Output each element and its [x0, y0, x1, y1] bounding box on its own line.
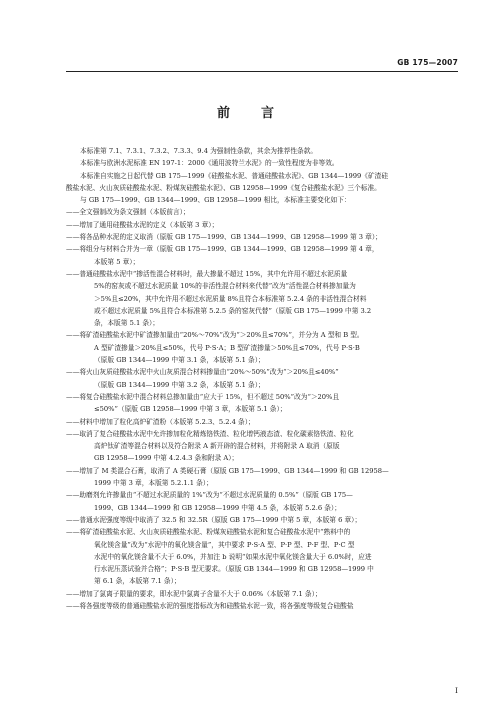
list-item-continuation: 水泥中的氧化镁含量不大于 6.0%，并加注 b 说明“如果水泥中氧化镁含量大于 6.0%时，应进	[94, 552, 372, 561]
list-item-continuation: 高炉钛矿渣等混合材料以及符合附录 A 新开辟的混合材料，并将附录 A 取消（原版	[94, 442, 340, 451]
list-item: ——取消了复合硅酸盐水泥中允许掺加粒化精炼铬铁渣、粒化增钙液态渣、粒化碳素铬铁渣、粒化	[66, 429, 354, 438]
list-item: ——将矿渣硅酸盐水泥中矿渣掺加量由“20%～70%”改为“＞20%且≤70%”，并分为 A 型和 B 型。	[66, 331, 364, 340]
list-item-continuation: ≤50%”（原版 GB 12958—1999 中第 3 章，本版第 5.1 条）；	[94, 405, 287, 414]
list-item-continuation: GB 12958—1999 中第 4.2.4.3 条和附录 A）；	[94, 454, 239, 463]
list-item: ——全文强制改为条文强制（本版前言）；	[66, 208, 190, 217]
list-item: ——将各品种水泥的定义取消（原版 GB 175—1999、GB 1344—1999、GB 12958—1999 第 3 章）；	[66, 233, 382, 242]
list-item-continuation: ＞5%且≤20%，其中允许用不超过水泥质量 8%且符合本标准第 5.2.4 条的非活性混合材料	[94, 294, 367, 303]
list-item: ——将矿渣硅酸盐水泥、火山灰质硅酸盐水泥、粉煤灰硅酸盐水泥和复合硅酸盐水泥中“熟料中的	[66, 528, 351, 537]
list-item: ——增加了通用硅酸盐水泥的定义（本版第 3 章）；	[66, 220, 219, 229]
list-item-continuation: 第 6.1 条，本版第 7.1 条）；	[94, 577, 181, 586]
list-item-continuation: A 型矿渣掺量＞20%且≤50%，代号 P·S·A；B 型矿渣掺量＞50%且≤70%，代号 P·S·B	[94, 343, 360, 352]
list-item: ——普通水泥强度等级中取消了 32.5 和 32.5R（原版 GB 175—1999 中第 5 章，本版第 6 章）；	[66, 515, 362, 524]
paragraph-line: 酸盐水泥、火山灰质硅酸盐水泥、粉煤灰硅酸盐水泥》、GB 12958—1999《复合硅酸盐水泥》三个标准。	[66, 183, 381, 192]
list-item-continuation: 1999、GB 1344—1999 和 GB 12958—1999 中第 4.5 条，本版第 5.2.6 条）；	[94, 503, 341, 512]
header-rule	[66, 71, 458, 72]
paragraph-line: 与 GB 175—1999、GB 1344—1999、GB 12958—1999 相比，本标准主要变化如下：	[80, 196, 351, 205]
list-item-continuation: 1999 中第 3 章，本版第 5.2.1.1 条）；	[94, 479, 213, 488]
paragraph-line: 本标准与欧洲水泥标准 EN 197-1：2000《通用波特兰水泥》的一致性程度为非等效。	[80, 159, 339, 168]
page-title: 前 言	[216, 106, 283, 121]
page-number: I	[455, 686, 458, 695]
paragraph-line: 本标准自实施之日起代替 GB 175—1999《硅酸盐水泥、普通硅酸盐水泥》、GB 1344—1999《矿渣硅	[80, 171, 389, 180]
list-item: ——助磨剂允许掺量由“不超过水泥质量的 1%”改为“不超过水泥质量的 0.5%”（原版 GB 175—	[66, 491, 353, 500]
list-item-continuation: 或不超过水泥质量 5%且符合本标准第 5.2.5 条的窑灰代替”（原版 GB 175—1999 中第 3.2	[94, 306, 372, 315]
list-item-continuation: 本版第 5 章）；	[94, 257, 140, 266]
list-item: ——普通硅酸盐水泥中“掺活性混合材料时，最大掺量不超过 15%，其中允许用不超过水泥质量	[66, 269, 348, 278]
list-item-continuation: 氧化镁含量”改为“水泥中的氧化镁含量”，其中要求 P·S·A 型、P·P 型、P·F 型、P·C 型	[94, 540, 355, 549]
list-item-continuation: （原版 GB 1344—1999 中第 3.2 条，本版第 5.1 条）；	[94, 380, 265, 389]
list-item: ——增加了氯离子限量的要求，即水泥中氯离子含量不大于 0.06%（本版第 7.1 条）；	[66, 589, 322, 598]
list-item: ——增加了 M 类混合石膏，取消了 A 类硬石膏（原版 GB 175—1999、GB 1344—1999 和 GB 12958—	[66, 466, 389, 475]
list-item-continuation: 行水泥压蒸试验并合格”；P·S·B 型无要求。（原版 GB 1344—1999 和 GB 12958—1999 中	[94, 565, 374, 574]
list-item-continuation: 5%的窑灰或不超过水泥质量 10%的非活性混合材料来代替”改为“活性混合材料掺加量为	[94, 282, 356, 291]
list-item: ——材料中增加了粒化高炉矿渣粉（本版第 5.2.3、5.2.4 条）；	[66, 417, 255, 426]
standard-number: GB 175—2007	[397, 58, 458, 67]
list-item: ——将组分与材料合并为一章（原版 GB 175—1999、GB 1344—1999、GB 12958—1999 第 4 章，	[66, 245, 379, 254]
list-item: ——将火山灰质硅酸盐水泥中火山灰质混合材料掺量由“20%～50%”改为“＞20%且≤40%”	[66, 368, 339, 377]
paragraph-line: 本标准第 7.1、7.3.1、7.3.2、7.3.3、9.4 为强制性条款，其余为推荐性条款。	[80, 147, 318, 155]
list-item-continuation: 条，本版第 5.1 条）；	[94, 319, 160, 328]
list-item: ——将各强度等级的普通硅酸盐水泥的强度指标改为和硅酸盐水泥一致，将各强度等级复合硅酸盐	[66, 601, 354, 610]
list-item: ——将复合硅酸盐水泥中混合材料总掺加量由“应大于 15%，但不超过 50%”改为“＞20%且	[66, 392, 340, 401]
body-text	[66, 145, 458, 612]
list-item-continuation: （原版 GB 1344—1999 中第 3.1 条，本版第 5.1 条）；	[94, 356, 265, 365]
